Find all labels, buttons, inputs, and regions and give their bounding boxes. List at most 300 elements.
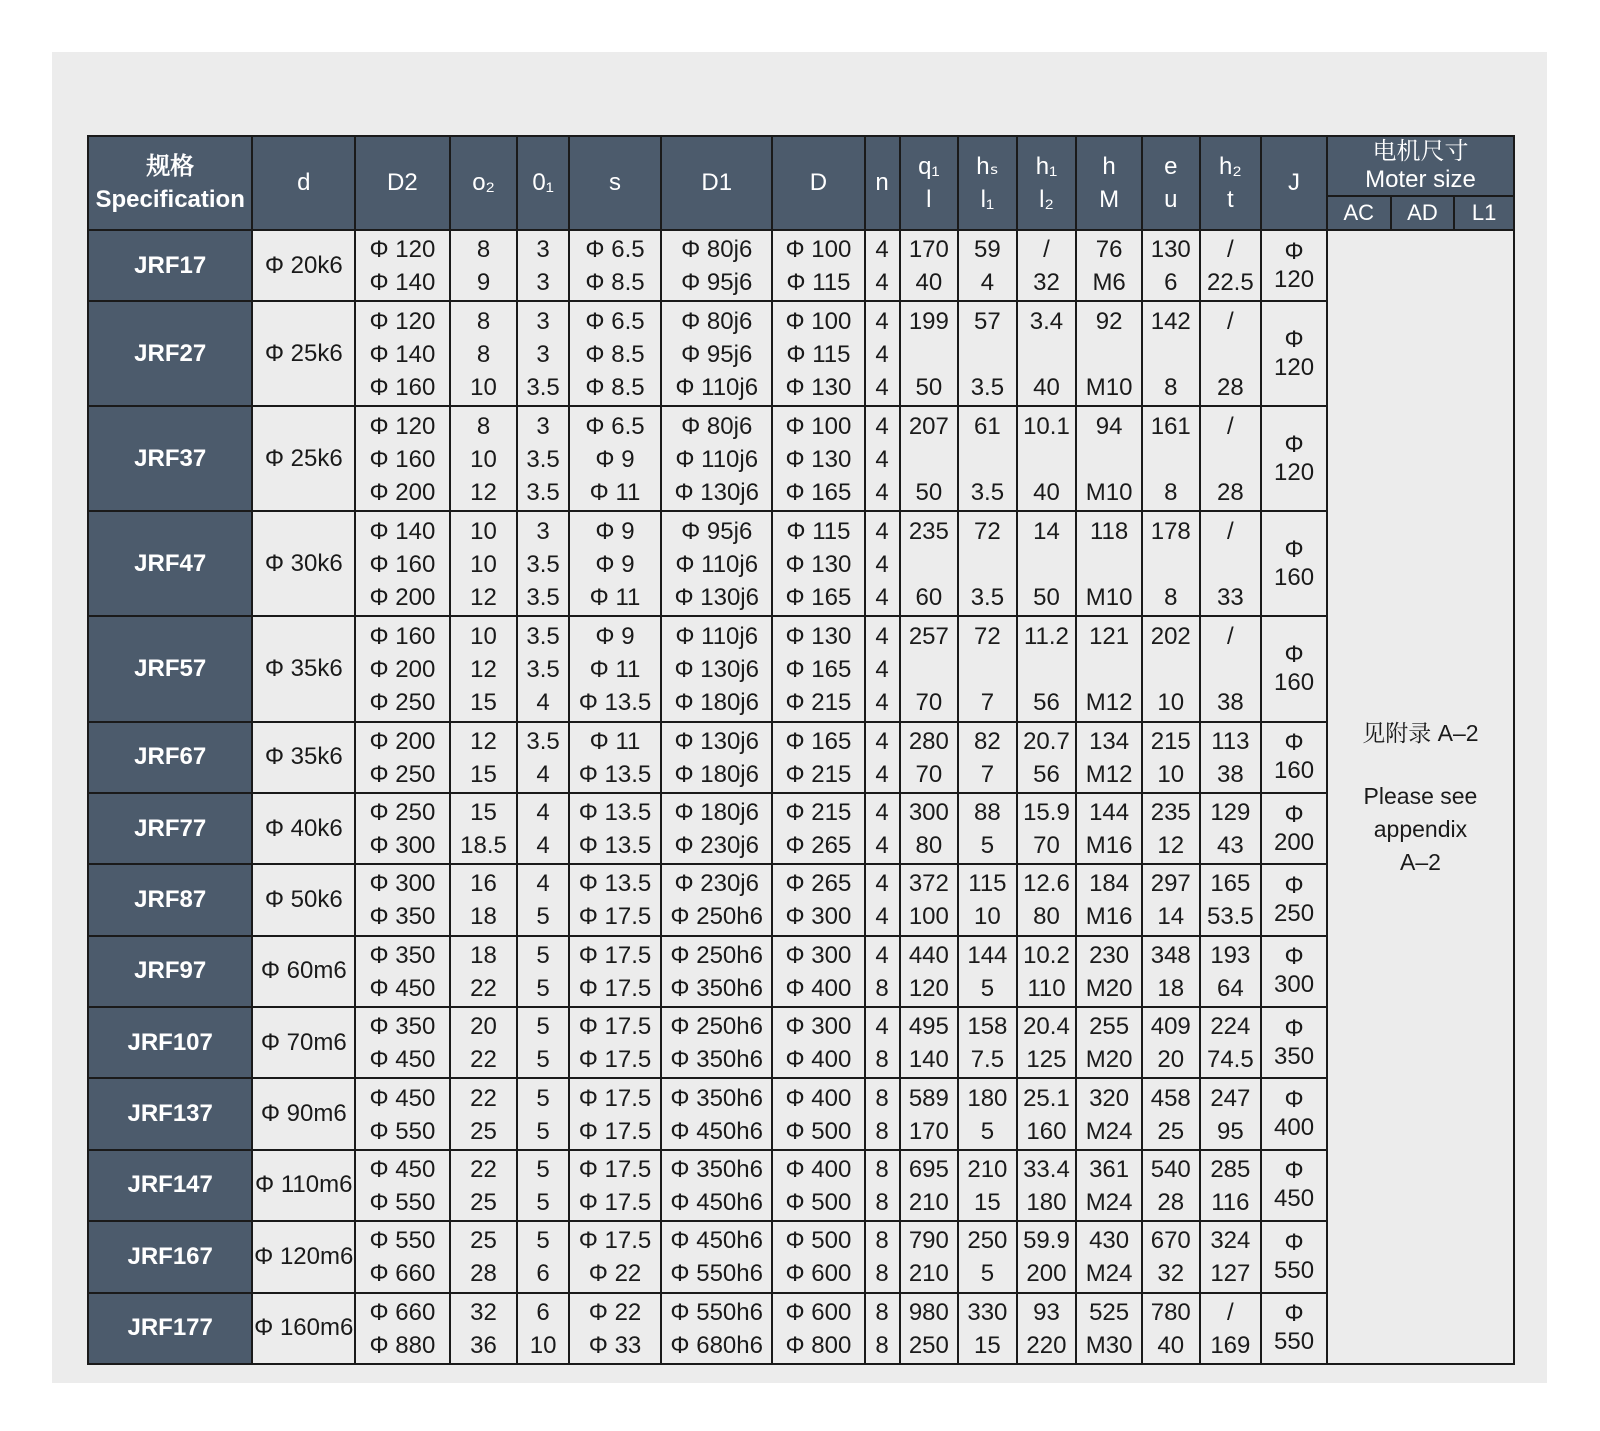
cell-01 — [517, 793, 568, 864]
cell-value: 280 — [908, 727, 949, 755]
cell-n — [865, 1078, 900, 1149]
cell-value — [1201, 653, 1261, 686]
cell-D — [772, 864, 864, 935]
cell-value: Φ 120 — [369, 412, 436, 440]
cell-s — [569, 936, 661, 1007]
model-cell: JRF87 — [88, 864, 252, 935]
cell-value: 458 — [1150, 1084, 1191, 1112]
cell-h1 — [1017, 406, 1077, 511]
cell-value: 525 — [1089, 1298, 1130, 1326]
cell-value: Φ 200 — [369, 727, 436, 755]
cell-value: M10 — [1085, 478, 1133, 506]
cell-value: Φ 450 — [369, 1155, 436, 1183]
cell-s — [569, 1007, 661, 1078]
cell-J: Φ 160 — [1261, 616, 1327, 721]
cell-value: 180 — [967, 1084, 1008, 1112]
cell-n — [865, 1007, 900, 1078]
cell-n — [865, 1293, 900, 1365]
cell-o2 — [450, 1221, 518, 1292]
cell-value: 10 — [470, 622, 497, 650]
cell-value: 61 — [974, 412, 1001, 440]
cell-value: 5 — [536, 1155, 550, 1183]
cell-value: 4 — [875, 903, 889, 931]
cell-value: Φ 450h6 — [670, 1227, 763, 1255]
cell-value: 40 — [1033, 478, 1060, 506]
column-header-e-top: e — [1164, 153, 1178, 180]
cell-value: 161 — [1150, 412, 1191, 440]
cell-value: Φ 160 — [369, 622, 436, 650]
cell-value: 4 — [875, 760, 889, 788]
cell-e — [1142, 1078, 1200, 1149]
cell-s — [569, 1293, 661, 1365]
cell-value: Φ 165 — [785, 655, 852, 683]
cell-n — [865, 1221, 900, 1292]
cell-h1 — [1017, 864, 1077, 935]
cell-s — [569, 1078, 661, 1149]
cell-s — [569, 511, 661, 616]
cell-value: Φ 17.5 — [578, 941, 652, 969]
cell-value: Φ 215 — [785, 688, 852, 716]
model-cell: JRF167 — [88, 1221, 252, 1292]
cell-value: M30 — [1085, 1331, 1133, 1359]
cell-value: 4 — [875, 688, 889, 716]
cell-value: Φ 230j6 — [674, 870, 759, 898]
cell-value: Φ 450 — [369, 974, 436, 1002]
cell-value: 8 — [1164, 373, 1178, 401]
cell-h5 — [958, 616, 1017, 721]
cell-value: Φ 110j6 — [675, 550, 759, 578]
cell-value: 3.5 — [970, 478, 1005, 506]
cell-value: 25 — [470, 1227, 497, 1255]
cell-value: Φ 100 — [785, 412, 852, 440]
cell-value: 25 — [1157, 1117, 1185, 1145]
cell-e — [1142, 936, 1200, 1007]
cell-value: 93 — [1033, 1298, 1060, 1326]
cell-h2 — [1200, 616, 1262, 721]
cell-D2 — [355, 722, 450, 793]
cell-D — [772, 936, 864, 1007]
cell-value: 980 — [908, 1298, 949, 1326]
cell-h — [1076, 1221, 1142, 1292]
cell-D1 — [661, 1221, 772, 1292]
cell-value: M10 — [1085, 583, 1133, 611]
cell-J: Φ 550 — [1261, 1293, 1327, 1365]
column-header-h2 — [1200, 136, 1262, 230]
cell-value: 5 — [536, 974, 550, 1002]
cell-value: Φ 130j6 — [674, 655, 759, 683]
cell-value: 22 — [470, 1084, 497, 1112]
cell-value: 129 — [1210, 799, 1251, 827]
cell-value: 200 — [1026, 1260, 1067, 1288]
cell-value: 4 — [875, 655, 889, 683]
cell-value: 178 — [1150, 517, 1191, 545]
cell-value: M24 — [1085, 1260, 1133, 1288]
cell-value: 8 — [1164, 478, 1178, 506]
cell-q1 — [900, 1150, 959, 1221]
cell-h — [1076, 230, 1142, 301]
cell-s — [569, 301, 661, 406]
cell-value: Φ 95j6 — [681, 269, 753, 297]
cell-value — [1143, 443, 1199, 476]
cell-n — [865, 793, 900, 864]
table-row — [88, 301, 1514, 406]
cell-h1 — [1017, 1007, 1077, 1078]
model-cell: JRF147 — [88, 1150, 252, 1221]
cell-value: 22 — [470, 974, 497, 1002]
shaft-d-cell: Φ 30k6 — [252, 511, 355, 616]
cell-h — [1076, 616, 1142, 721]
cell-h2 — [1200, 1007, 1262, 1078]
cell-q1 — [900, 511, 959, 616]
cell-01 — [517, 936, 568, 1007]
cell-value: M10 — [1085, 373, 1133, 401]
cell-J: Φ 160 — [1261, 511, 1327, 616]
cell-value: Φ 300 — [785, 941, 852, 969]
cell-value: 59 — [974, 236, 1001, 264]
cell-value: Φ 450 — [369, 1046, 436, 1074]
spec-header-cn: 规格 — [146, 153, 195, 180]
cell-D — [772, 1078, 864, 1149]
cell-value: Φ 95j6 — [681, 340, 753, 368]
cell-value: M24 — [1085, 1188, 1133, 1216]
cell-value: Φ 230j6 — [674, 832, 759, 860]
cell-01 — [517, 1007, 568, 1078]
cell-value: 540 — [1150, 1155, 1191, 1183]
cell-D2 — [355, 793, 450, 864]
cell-h — [1076, 301, 1142, 406]
cell-value: 144 — [1089, 799, 1130, 827]
cell-value: 4 — [875, 550, 889, 578]
cell-value: Φ 8.5 — [585, 373, 645, 401]
cell-value: Φ 200 — [369, 655, 436, 683]
cell-h1 — [1017, 1150, 1077, 1221]
table-row — [88, 230, 1514, 301]
cell-value: 300 — [908, 799, 949, 827]
cell-value: 372 — [908, 870, 949, 898]
cell-value: 8 — [875, 1117, 889, 1145]
cell-D — [772, 301, 864, 406]
cell-h5 — [958, 1293, 1017, 1365]
cell-s — [569, 1150, 661, 1221]
cell-value — [901, 653, 958, 686]
cell-value: 4 — [875, 870, 889, 898]
cell-value: 3 — [536, 517, 550, 545]
cell-value: Φ 11 — [589, 478, 641, 506]
cell-value: 3 — [536, 307, 550, 335]
cell-value: Φ 6.5 — [585, 307, 645, 335]
cell-value: 12 — [470, 583, 497, 611]
cell-value: 120 — [908, 974, 949, 1002]
column-header-motor-size — [1327, 136, 1514, 196]
shaft-d-cell: Φ 25k6 — [252, 406, 355, 511]
cell-value: Φ 450h6 — [670, 1117, 763, 1145]
cell-value: 82 — [974, 727, 1001, 755]
model-cell: JRF27 — [88, 301, 252, 406]
table-row — [88, 936, 1514, 1007]
cell-value: 3 — [536, 412, 550, 440]
cell-value — [1077, 653, 1141, 686]
cell-value: M6 — [1092, 269, 1126, 297]
cell-value: 10 — [529, 1331, 557, 1359]
cell-value: 28 — [1216, 373, 1244, 401]
cell-value: 16 — [470, 870, 497, 898]
cell-e — [1142, 301, 1200, 406]
cell-value: Φ 13.5 — [578, 688, 652, 716]
cell-value: 320 — [1089, 1084, 1130, 1112]
cell-value: 695 — [908, 1155, 949, 1183]
column-header-01: 0₁ — [517, 136, 568, 230]
cell-value: 5 — [536, 1084, 550, 1112]
cell-value: Φ 17.5 — [578, 1046, 652, 1074]
column-header-q1 — [900, 136, 959, 230]
cell-value: 12 — [470, 478, 497, 506]
cell-D1 — [661, 1293, 772, 1365]
cell-value: 589 — [908, 1084, 949, 1112]
cell-value: 125 — [1026, 1046, 1067, 1074]
table-row — [88, 616, 1514, 721]
cell-h — [1076, 722, 1142, 793]
cell-h1 — [1017, 1293, 1077, 1365]
cell-value: 94 — [1095, 412, 1123, 440]
cell-value: 3.5 — [526, 550, 560, 578]
cell-value: 8 — [476, 307, 491, 335]
cell-value: 235 — [908, 517, 949, 545]
cell-e — [1142, 1221, 1200, 1292]
cell-n — [865, 864, 900, 935]
cell-value: 4 — [536, 760, 550, 788]
cell-h2 — [1200, 936, 1262, 1007]
cell-value: 28 — [1216, 478, 1244, 506]
cell-value: 3.5 — [526, 622, 560, 650]
cell-value: 4 — [875, 340, 889, 368]
cell-value: 215 — [1150, 727, 1191, 755]
cell-value: 15.9 — [1023, 799, 1070, 827]
model-cell: JRF47 — [88, 511, 252, 616]
model-cell: JRF37 — [88, 406, 252, 511]
cell-value: Φ 160 — [369, 550, 436, 578]
cell-h2 — [1200, 301, 1262, 406]
cell-value: 57 — [974, 307, 1001, 335]
cell-value: 25 — [470, 1188, 497, 1216]
cell-value: Φ 160 — [369, 445, 436, 473]
cell-value — [959, 338, 1016, 371]
cell-value: 224 — [1210, 1013, 1251, 1041]
cell-value: Φ 17.5 — [578, 1013, 652, 1041]
cell-e — [1142, 1293, 1200, 1365]
cell-value: 6 — [1164, 269, 1178, 297]
motor-header-cn: 电机尺寸 — [1372, 138, 1469, 165]
cell-value: 4 — [536, 799, 550, 827]
cell-value: 158 — [967, 1013, 1008, 1041]
column-header-e-sub: u — [1164, 186, 1178, 213]
cell-value: 10.2 — [1023, 941, 1070, 969]
cell-value: 28 — [1157, 1188, 1185, 1216]
cell-value: 202 — [1150, 622, 1191, 650]
cell-D — [772, 1293, 864, 1365]
table-row — [88, 864, 1514, 935]
cell-value: 118 — [1089, 517, 1129, 545]
cell-value: Φ 265 — [785, 870, 852, 898]
cell-value: 8 — [875, 1227, 889, 1255]
cell-value: 247 — [1210, 1084, 1251, 1112]
cell-h5 — [958, 301, 1017, 406]
shaft-d-cell: Φ 90m6 — [252, 1078, 355, 1149]
cell-value: 15 — [974, 1188, 1001, 1216]
cell-value: 33.4 — [1023, 1155, 1070, 1183]
cell-value: Φ 550 — [369, 1117, 436, 1145]
cell-h5 — [958, 1078, 1017, 1149]
cell-value: Φ 250 — [369, 799, 436, 827]
cell-value — [1077, 548, 1141, 581]
cell-value: 10 — [470, 550, 497, 578]
cell-value: M20 — [1085, 1046, 1133, 1074]
cell-value: 20.4 — [1023, 1013, 1070, 1041]
cell-value: 5 — [980, 1260, 995, 1288]
column-header-q1-top: q₁ — [918, 153, 940, 180]
cell-value: Φ 13.5 — [578, 870, 652, 898]
cell-value: 12 — [470, 655, 497, 683]
cell-h1 — [1017, 936, 1077, 1007]
cell-value: 160 — [1026, 1117, 1067, 1145]
cell-value: 8 — [875, 1331, 889, 1359]
cell-value: / — [1227, 517, 1234, 545]
cell-value — [1018, 443, 1076, 476]
column-header-e — [1142, 136, 1200, 230]
cell-value: 100 — [908, 903, 949, 931]
cell-J: Φ 200 — [1261, 793, 1327, 864]
cell-value: 210 — [908, 1260, 949, 1288]
cell-value: 95 — [1216, 1117, 1244, 1145]
cell-value: 5 — [536, 903, 550, 931]
cell-value: Φ 200 — [369, 583, 436, 611]
cell-value: Φ 180j6 — [674, 688, 759, 716]
cell-value: Φ 130 — [785, 622, 852, 650]
cell-value: 7 — [980, 688, 995, 716]
cell-value: Φ 550h6 — [670, 1260, 763, 1288]
cell-value: 170 — [908, 236, 949, 264]
cell-value: 127 — [1210, 1260, 1251, 1288]
cell-value: 3 — [536, 269, 550, 297]
cell-value: Φ 140 — [369, 269, 436, 297]
cell-s — [569, 406, 661, 511]
cell-value: Φ 500 — [785, 1188, 852, 1216]
cell-value: Φ 80j6 — [681, 236, 753, 264]
cell-value: 8 — [875, 1155, 889, 1183]
cell-q1 — [900, 793, 959, 864]
cell-value: 25.1 — [1023, 1084, 1070, 1112]
cell-value: 5 — [980, 1117, 995, 1145]
column-header-h5-top: hₛ — [976, 153, 999, 180]
cell-o2 — [450, 1007, 518, 1078]
cell-value: 142 — [1150, 307, 1191, 335]
cell-value: 5 — [536, 941, 550, 969]
cell-value: 430 — [1089, 1227, 1130, 1255]
cell-s — [569, 616, 661, 721]
cell-D — [772, 793, 864, 864]
cell-value: 60 — [915, 583, 943, 611]
cell-value — [901, 443, 958, 476]
cell-value: 15 — [974, 1331, 1001, 1359]
cell-value: Φ 100 — [785, 236, 852, 264]
cell-value: / — [1227, 307, 1234, 335]
cell-h2 — [1200, 864, 1262, 935]
cell-value: / — [1227, 622, 1234, 650]
cell-value: Φ 250h6 — [670, 1013, 763, 1041]
table-row — [88, 793, 1514, 864]
cell-value: 8 — [476, 412, 491, 440]
cell-value: 140 — [908, 1046, 949, 1074]
cell-value: 72 — [974, 622, 1001, 650]
cell-value: 199 — [908, 307, 949, 335]
cell-value: 285 — [1210, 1155, 1251, 1183]
cell-h — [1076, 406, 1142, 511]
cell-D — [772, 1221, 864, 1292]
cell-h1 — [1017, 1078, 1077, 1149]
column-header-o2: o₂ — [450, 136, 518, 230]
motor-header-en: Moter size — [1365, 166, 1476, 193]
cell-value: Φ 130j6 — [674, 583, 759, 611]
cell-J: Φ 550 — [1261, 1221, 1327, 1292]
cell-value — [1143, 338, 1199, 371]
cell-value — [1018, 653, 1076, 686]
cell-value: 170 — [908, 1117, 949, 1145]
cell-value: / — [1227, 1298, 1234, 1326]
cell-value — [959, 653, 1016, 686]
cell-q1 — [900, 301, 959, 406]
shaft-d-cell: Φ 20k6 — [252, 230, 355, 301]
cell-D2 — [355, 1293, 450, 1365]
cell-D1 — [661, 301, 772, 406]
cell-e — [1142, 722, 1200, 793]
cell-value: 7 — [980, 760, 995, 788]
cell-value — [1018, 338, 1076, 371]
cell-value: 4 — [875, 583, 889, 611]
cell-h5 — [958, 1221, 1017, 1292]
cell-value: 80 — [915, 832, 943, 860]
cell-value: 4 — [875, 727, 889, 755]
cell-e — [1142, 1150, 1200, 1221]
cell-value: 8 — [875, 1084, 889, 1112]
cell-value: Φ 17.5 — [578, 1084, 652, 1112]
cell-value: Φ 115 — [786, 269, 851, 297]
column-header-h — [1076, 136, 1142, 230]
cell-D2 — [355, 1221, 450, 1292]
cell-h — [1076, 1293, 1142, 1365]
cell-D — [772, 616, 864, 721]
cell-value: Φ 80j6 — [681, 307, 753, 335]
cell-value: Φ 350h6 — [670, 1084, 763, 1112]
cell-value: 116 — [1211, 1188, 1250, 1216]
cell-h — [1076, 1007, 1142, 1078]
cell-D — [772, 1007, 864, 1078]
model-cell: JRF77 — [88, 793, 252, 864]
cell-value: Φ 880 — [369, 1331, 436, 1359]
column-header-D1: D1 — [661, 136, 772, 230]
model-cell: JRF137 — [88, 1078, 252, 1149]
cell-s — [569, 722, 661, 793]
cell-value: M16 — [1085, 832, 1133, 860]
cell-value: 4 — [875, 412, 889, 440]
cell-h2 — [1200, 1293, 1262, 1365]
cell-o2 — [450, 511, 518, 616]
cell-value: Φ 450 — [369, 1084, 436, 1112]
cell-value: 3.5 — [970, 373, 1005, 401]
cell-value: 32 — [470, 1298, 497, 1326]
cell-value: Φ 130j6 — [674, 478, 759, 506]
cell-value: 4 — [875, 517, 889, 545]
cell-value: 38 — [1216, 760, 1244, 788]
cell-value: Φ 350h6 — [670, 974, 763, 1002]
